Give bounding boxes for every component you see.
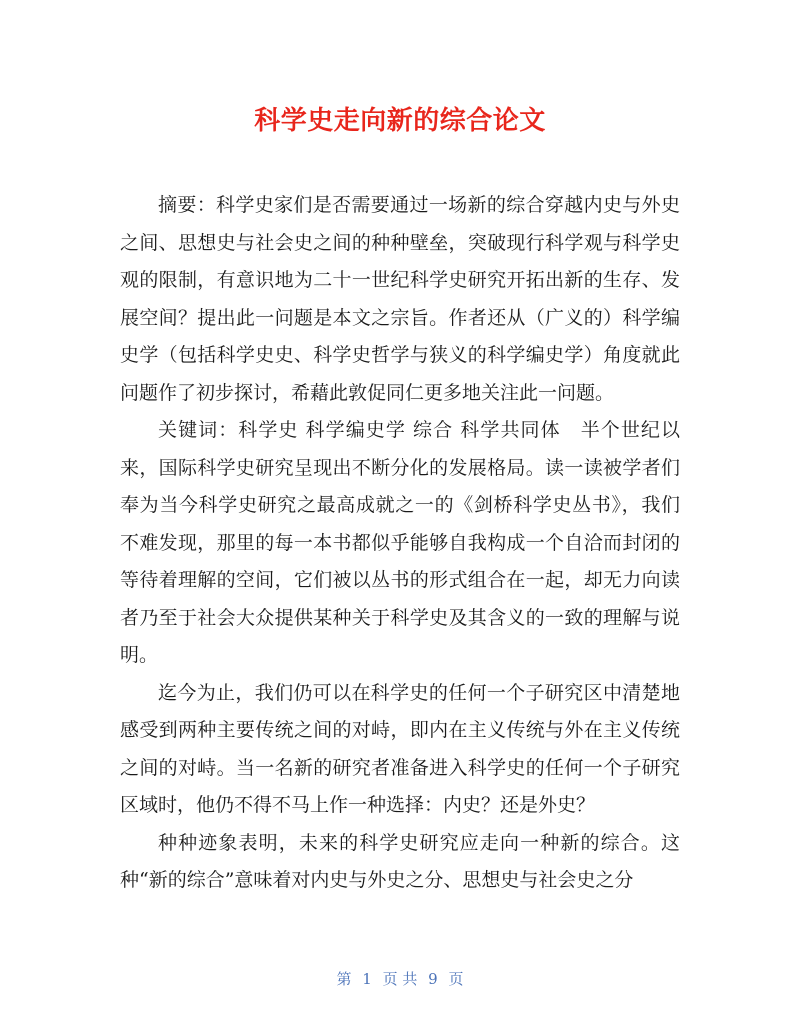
page-footer: [0, 968, 800, 989]
footer-middle: 页 共: [382, 970, 418, 988]
footer-suffix: 页: [448, 970, 464, 988]
body-paragraph: 种种迹象表明，未来的科学史研究应走向一种新的综合。这种“新的综合”意味着对内史与外史之分、思想史与社会史之分: [120, 831, 680, 891]
abstract-paragraph: 摘要：科学史家们是否需要通过一场新的综合穿越内史与外史之间、思想史与社会史之间的种种壁垒，突破现行科学观与科学史观的限制，有意识地为二十一世纪科学史研究开拓出新的生存、发展空间？提出此一问题是本文之宗旨。作者还从（广义的）科学编史学（包括科学史史、科学史哲学与狭义的科学编史学）角度就此问题作了初步探讨，希藉此敦促同仁更多地关注此一问题。: [120, 194, 680, 404]
keywords-paragraph: 关键词：科学史 科学编史学 综合 科学共同体 半个世纪以来，国际科学史研究呈现出不断分化的发展格局。读一读被学者们奉为当今科学史研究之最高成就之一的《剑桥科学史丛书》，我们不难发现，那里的每一本书都似乎能够自我构成一个自洽而封闭的等待着理解的空间，它们被以丛书的形式组合在一起，却无力向读者乃至于社会大众提供某种关于科学史及其含义的一致的理解与说明。: [120, 419, 680, 666]
document-body: [120, 187, 680, 900]
page-number: 1: [362, 970, 372, 988]
document-title: 科学史走向新的综合论文: [254, 106, 546, 136]
body-paragraph: 迄今为止，我们仍可以在科学史的任何一个子研究区中清楚地感受到两种主要传统之间的对峙，即内在主义传统与外在主义传统之间的对峙。当一名新的研究者准备进入科学史的任何一个子研究区域时，他仍不得不马上作一种选择：内史？还是外史？: [120, 681, 680, 816]
footer-prefix: 第: [336, 970, 352, 988]
total-pages: 9: [428, 970, 438, 988]
